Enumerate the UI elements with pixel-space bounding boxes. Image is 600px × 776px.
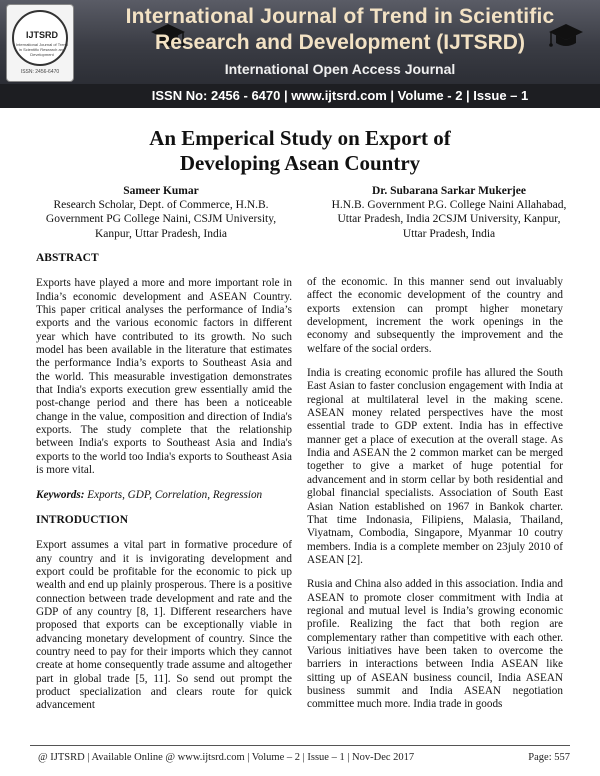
- body-paragraph: India is creating economic profile has allured the South East Asian to faster conclusion engagement with India at regional at multilateral level in the making scene. ASEAN money related perspectives have the most essential trade to GDP extent. India has in effective manner get a place of execution at the overall stage. As India and ASEAN the 2 common market can be merged together to give a market of huge potential for advancement and in storm cellar by both residential and global financial specialists. Association of South East Asian Nation established on 1967 in Bankok charter. That time Indonasia, Filipiens, Malasia, Thailand, Viyatnam, Combodia, Singapore, Myanmar 10 coutry members. India is a complete member on 23july 2010 of ASEAN [2].: [307, 367, 563, 566]
- body-paragraph: Rusia and China also added in this association. India and ASEAN to promote closer commitment with India at regional and mutual level is India’s growing economic profile. Realizing the fact that both region are complementary rather than competitive with each other. Various initiatives have been taken to overcome the barriers in interactions between India ASEAN like sitting up of ASEAN business council, India ASEAN business summit and India ASEAN negotiation committee much more. India trade in goods: [307, 578, 563, 711]
- body-paragraph: of the economic. In this manner send out invaluably affect the economic development of the country and exports extension can prompt higher monetary development, increment the work openings in the economy and subsequently the improvement and the welfare of the social orders.: [307, 276, 563, 355]
- logo-acronym: IJTSRD: [25, 30, 58, 40]
- paper-title-line1: An Emperical Study on Export of: [149, 126, 451, 150]
- paper-title: [0, 126, 600, 176]
- keywords-label: Keywords:: [36, 488, 85, 501]
- keywords-text: Exports, GDP, Correlation, Regression: [84, 488, 263, 501]
- footer-divider: [30, 745, 570, 746]
- page-number: Page: 557: [528, 752, 570, 763]
- logo-issn: ISSN: 2456-6470: [20, 69, 60, 75]
- logo-seal: [12, 10, 68, 66]
- author-affiliation-line: Uttar Pradesh, India: [402, 227, 496, 240]
- introduction-heading: INTRODUCTION: [36, 513, 129, 526]
- keywords: [36, 489, 292, 502]
- author-block: [22, 184, 300, 241]
- author-affiliation-line: Uttar Pradesh, India 2CSJM University, Kanpur,: [337, 213, 561, 226]
- right-column: [307, 276, 563, 723]
- issn-line: ISSN No: 2456 - 6470 | www.ijtsrd.com | Volume - 2 | Issue – 1: [151, 88, 529, 103]
- journal-banner: [0, 0, 600, 108]
- open-access-label: International Open Access Journal: [224, 61, 456, 77]
- introduction-text: Export assumes a vital part in formative procedure of any country and it is invigorating development and export could be profitable for the economic to pick up wealth and end up plainly prosperous. There is a positive connection between trade development and rate and the GDP of any country [8, 1]. Different researchers have proposed that exports can be exceptionally viable in advancing monetary development of country. Since the country need to pay for their imports which they cannot create at home consequently trade assume and altogether part in global trade [5, 11]. So send out prompt the product specialization and clears route for quick advancement: [36, 539, 292, 712]
- journal-title-line1: International Journal of Trend in Scientific: [125, 5, 555, 28]
- journal-logo: [6, 4, 74, 82]
- abstract-text: Exports have played a more and more important role in India’s economic development and ASEAN Country. This paper critical analyses the performance of India’s exports and the various economic factors in different year which have contributed to its growth. No such model has been available in the literature that estimates the performance India’s exports to Southeast Asia and the world. This measurable investigation demonstrates that India's exports execution grew essentially amid the post-change period and there has been a noticeable change in the value, composition and direction of India's exports. The study complete that the relationship between India's exports to Southeast Asia and India's exports to the world too India's exports to Southeast Asia is more vital.: [36, 277, 292, 477]
- author-affiliation-line: Government PG College Naini, CSJM University,: [45, 213, 277, 226]
- author-name: Dr. Subarana Sarkar Mukerjee: [372, 185, 526, 197]
- author-affiliation-line: Research Scholar, Dept. of Commerce, H.N.B.: [53, 199, 269, 212]
- journal-title-line2: Research and Development (IJTSRD): [155, 31, 525, 54]
- paper-title-line2: Developing Asean Country: [179, 151, 421, 175]
- footer-citation: @ IJTSRD | Available Online @ www.ijtsrd.com | Volume – 2 | Issue – 1 | Nov-Dec 2017: [38, 752, 415, 763]
- author-affiliation-line: Kanpur, Uttar Pradesh, India: [94, 227, 228, 240]
- author-affiliation-line: H.N.B. Government P.G. College Naini Allahabad,: [331, 199, 567, 212]
- author-block: [306, 184, 592, 241]
- logo-subtitle: International Journal of Trend in Scientific Research and Development: [15, 42, 69, 57]
- left-column: [36, 252, 292, 724]
- abstract-heading: ABSTRACT: [36, 252, 99, 264]
- author-name: Sameer Kumar: [123, 185, 199, 197]
